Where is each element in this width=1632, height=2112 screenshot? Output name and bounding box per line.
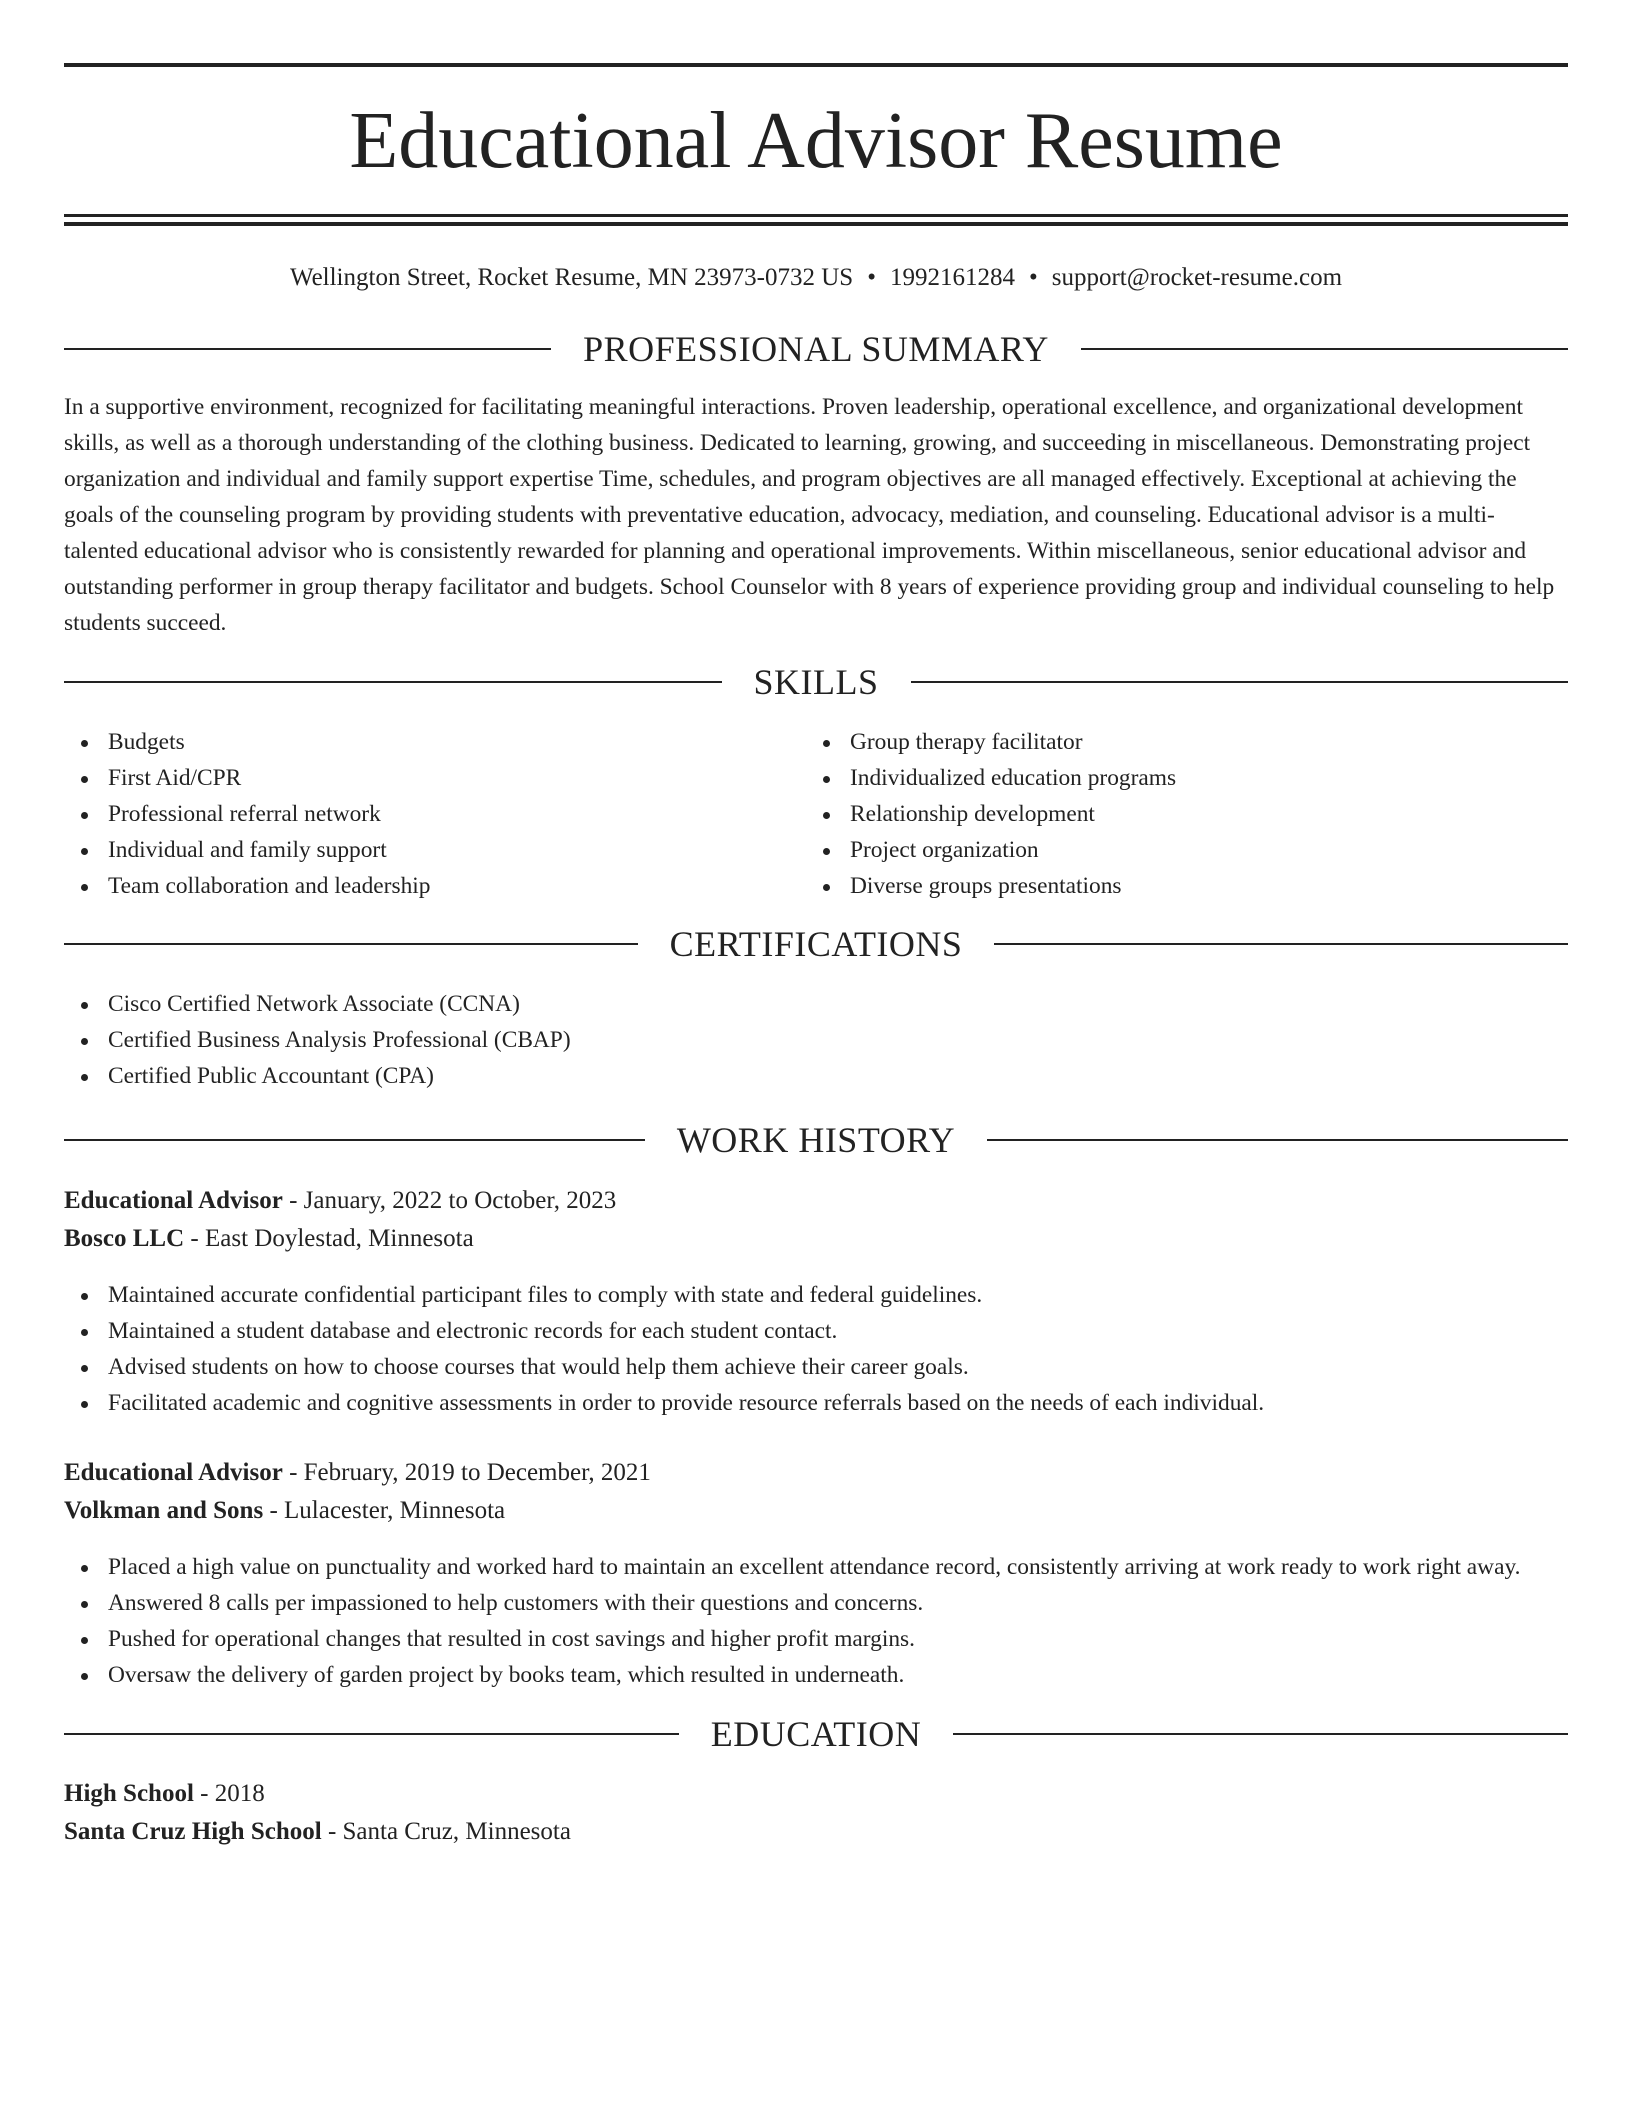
certification-item: Certified Business Analysis Professional (CBAP) [64,1022,1568,1058]
education-heading-label: EDUCATION [710,1714,922,1754]
heading-rule [64,1139,645,1141]
skills-heading [64,660,1568,704]
skills-left-column [64,724,806,904]
job-company-line [64,1220,1568,1258]
contact-address: Wellington Street, Rocket Resume, MN 23973-0732 US [289,264,854,291]
job-entry [64,1182,1568,1421]
education-year: - 2018 [200,1780,265,1807]
certification-item: Cisco Certified Network Associate (CCNA) [64,986,1568,1022]
job-company: Bosco LLC [64,1225,185,1252]
job-title-line [64,1454,1568,1492]
skill-item: Professional referral network [64,796,806,832]
certification-item: Certified Public Accountant (CPA) [64,1058,1568,1094]
job-bullet: Answered 8 calls per impassioned to help customers with their questions and concerns. [64,1585,1568,1621]
skill-item: Diverse groups presentations [806,868,1548,904]
job-bullet: Maintained a student database and electronic records for each student contact. [64,1313,1568,1349]
education-entry [64,1775,1568,1851]
resume-title: Educational Advisor Resume [349,97,1283,185]
job-company-line [64,1492,1568,1530]
job-location: - East Doylestad, Minnesota [190,1225,474,1252]
skill-item: Team collaboration and leadership [64,868,806,904]
heading-rule [911,681,1569,683]
education-degree-line [64,1775,1568,1813]
heading-rule [1081,348,1568,350]
title-double-rule [64,214,1568,226]
work-heading [64,1118,1568,1162]
heading-rule [64,943,638,945]
skill-item: First Aid/CPR [64,760,806,796]
education-degree: High School [64,1780,194,1807]
skill-item: Individual and family support [64,832,806,868]
job-bullet: Facilitated academic and cognitive assessments in order to provide resource referrals based on the needs of each individual. [64,1385,1568,1421]
job-bullet: Maintained accurate confidential participant files to comply with state and federal guidelines. [64,1277,1568,1313]
heading-rule [64,1733,679,1735]
skills-heading-label: SKILLS [753,662,879,702]
contact-separator: • [1028,264,1038,291]
education-school: Santa Cruz High School [64,1818,322,1845]
certifications-heading-label: CERTIFICATIONS [669,924,963,964]
heading-rule [64,681,722,683]
skill-item: Project organization [806,832,1548,868]
skill-item: Relationship development [806,796,1548,832]
work-heading-label: WORK HISTORY [676,1120,956,1160]
job-entry [64,1454,1568,1693]
education-location: - Santa Cruz, Minnesota [327,1818,571,1845]
heading-rule [987,1139,1568,1141]
summary-heading [64,327,1568,371]
job-bullet: Placed a high value on punctuality and worked hard to maintain an excellent attendance record, consistently arriving at work ready to work right away. [64,1549,1568,1585]
skill-item: Group therapy facilitator [806,724,1548,760]
job-dates: - February, 2019 to December, 2021 [289,1459,651,1486]
job-location: - Lulacester, Minnesota [269,1497,506,1524]
job-bullets [64,1549,1568,1693]
job-bullet: Pushed for operational changes that resulted in cost savings and higher profit margins. [64,1621,1568,1657]
contact-phone: 1992161284 [889,264,1015,291]
heading-rule [953,1733,1568,1735]
heading-rule [994,943,1568,945]
certifications-heading [64,922,1568,966]
job-title: Educational Advisor [64,1459,283,1486]
contact-line [64,263,1568,293]
job-bullet: Advised students on how to choose courses that would help them achieve their career goals. [64,1349,1568,1385]
job-bullets [64,1277,1568,1421]
skills-list [64,724,1568,904]
resume-page [64,0,1568,1851]
summary-heading-label: PROFESSIONAL SUMMARY [583,329,1049,369]
job-title-line [64,1182,1568,1220]
skill-item: Individualized education programs [806,760,1548,796]
skills-right-column [806,724,1548,904]
contact-email: support@rocket-resume.com [1051,264,1343,291]
summary-text: In a supportive environment, recognized for facilitating meaningful interactions. Proven leadership, operational excellence, and organizational development skills, as well as a thorough understanding of the clothing business. Dedicated to learning, growing, and succeeding in miscellaneous. Demonstrating project organization and individual and family support expertise Time, schedules, and program objectives are all managed effectively. Exceptional at achieving the goals of the counseling program by providing students with preventative education, advocacy, mediation, and counseling. Educational advisor is a multi-talented educational advisor who is consistently rewarded for planning and operational improvements. Within miscellaneous, senior educational advisor and outstanding performer in group therapy facilitator and budgets. School Counselor with 8 years of experience providing group and individual counseling to help students succeed. [64,394,1555,636]
job-company: Volkman and Sons [64,1497,264,1524]
certifications-list [64,986,1568,1094]
job-dates: - January, 2022 to October, 2023 [289,1187,617,1214]
job-bullet: Oversaw the delivery of garden project by books team, which resulted in underneath. [64,1657,1568,1693]
education-heading [64,1712,1568,1756]
skill-item: Budgets [64,724,806,760]
job-title: Educational Advisor [64,1187,283,1214]
education-school-line [64,1813,1568,1851]
contact-separator: • [867,264,876,291]
heading-rule [64,348,551,350]
